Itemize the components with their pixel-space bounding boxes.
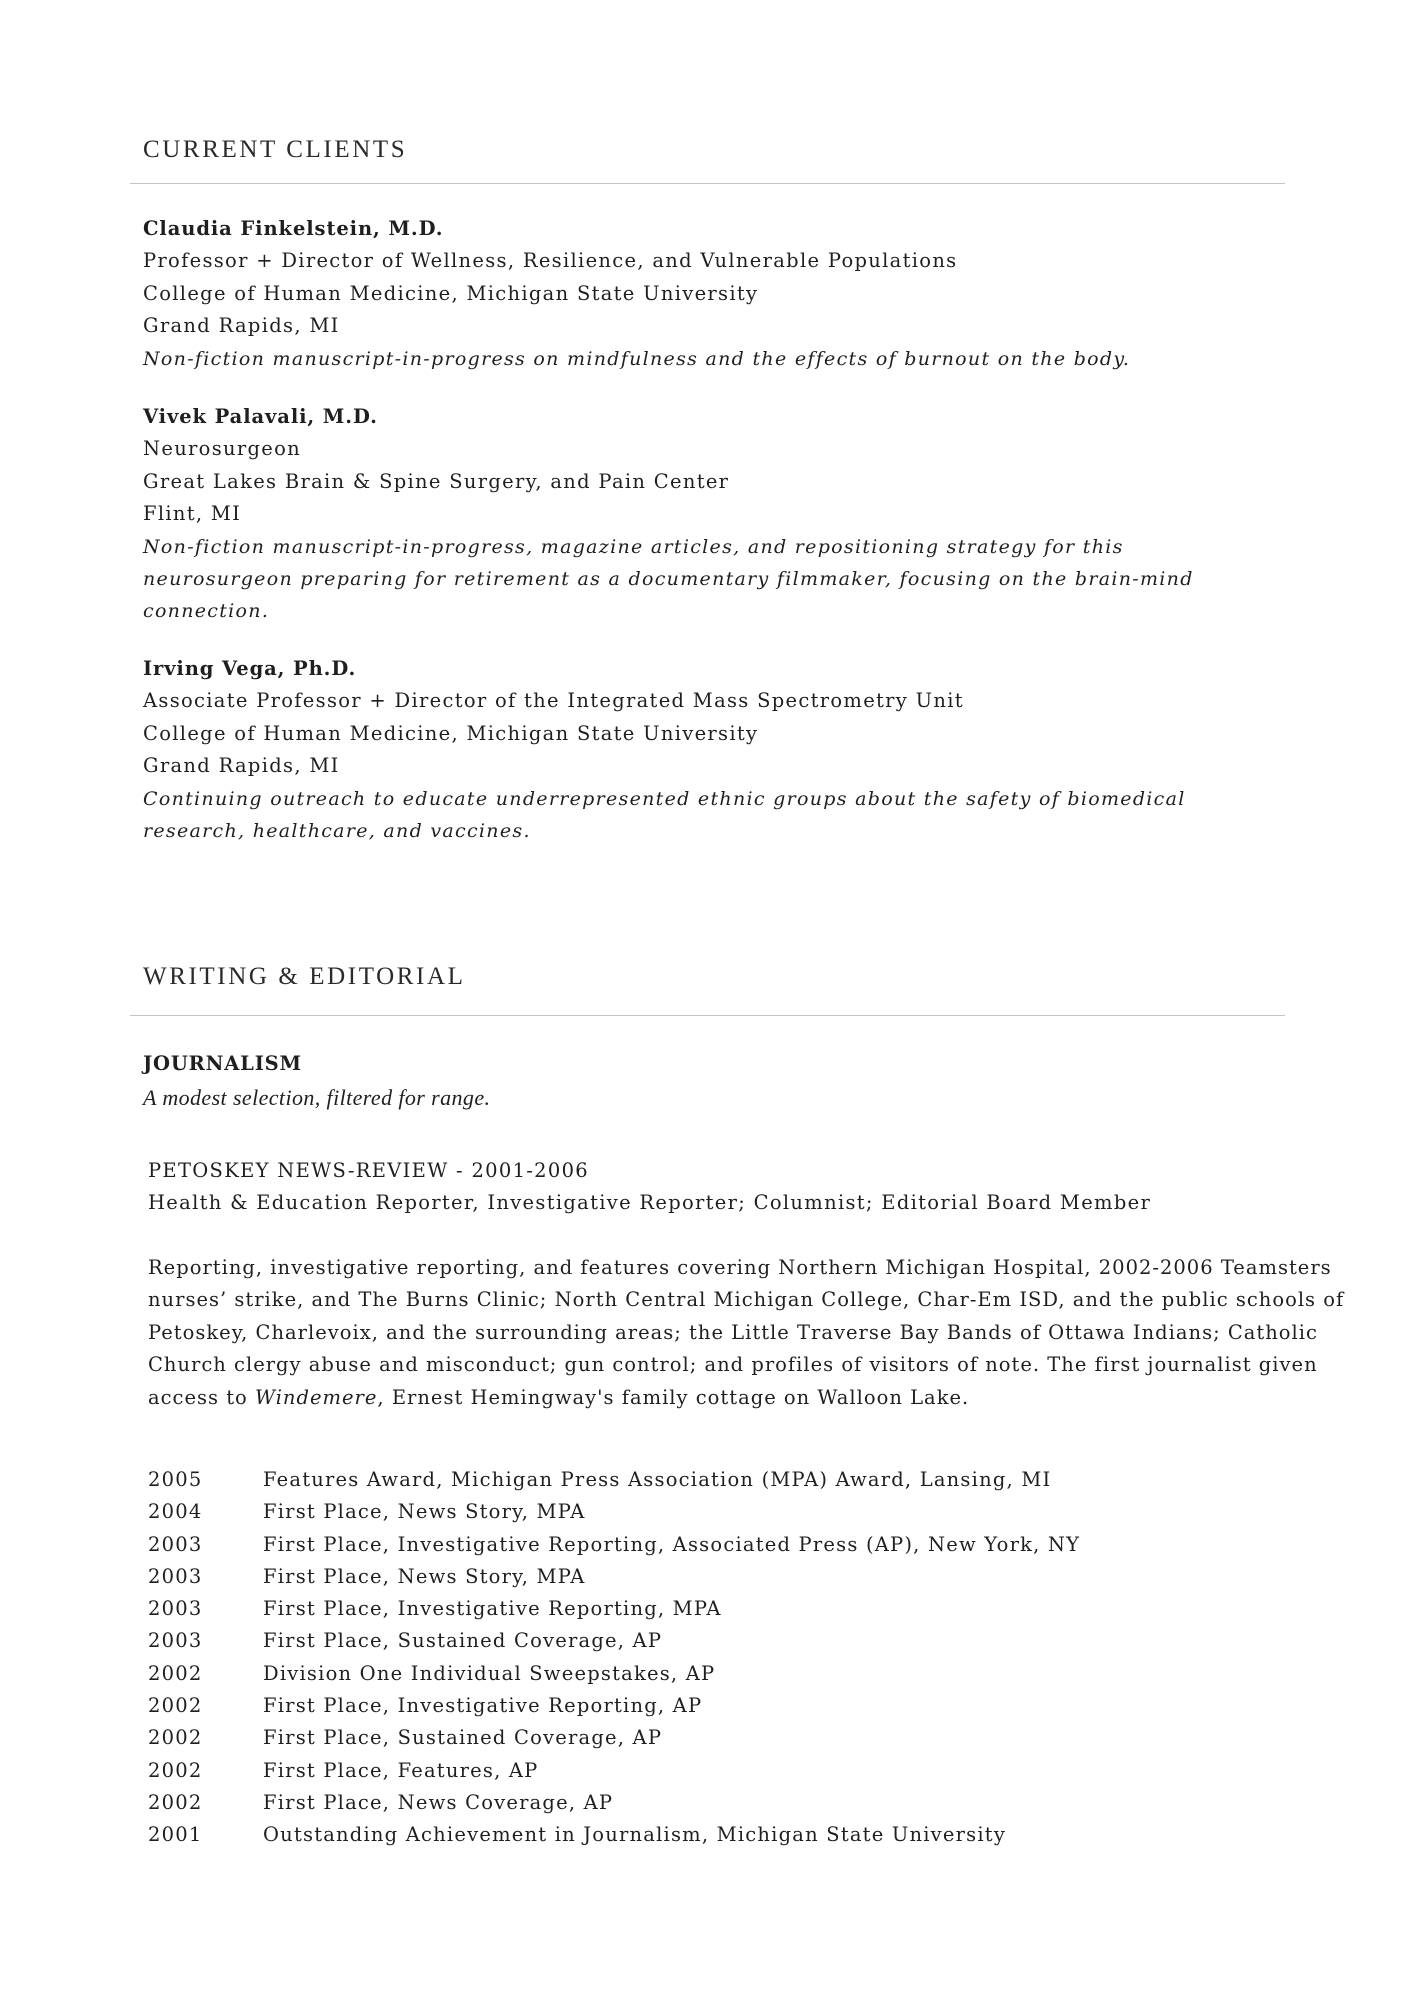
client-title: Neurosurgeon	[143, 437, 302, 461]
description-text-end: , Ernest Hemingway's family cottage on Walloon Lake.	[377, 1385, 970, 1409]
award-row	[148, 1755, 1248, 1787]
award-row	[148, 1529, 1248, 1561]
client-location: Grand Rapids, MI	[143, 754, 340, 778]
award-row	[148, 1722, 1248, 1754]
client-title: Professor + Director of Wellness, Resilience, and Vulnerable Populations	[143, 249, 958, 273]
awards-list	[148, 1464, 1248, 1852]
journalism-heading: JOURNALISM	[143, 1052, 302, 1075]
award-year: 2002	[148, 1726, 203, 1750]
journalism-description	[148, 1252, 1348, 1414]
award-text: First Place, Features, AP	[263, 1758, 539, 1782]
award-row	[148, 1658, 1248, 1690]
award-year: 2003	[148, 1629, 203, 1653]
award-year: 2003	[148, 1564, 203, 1588]
award-text: First Place, Investigative Reporting, AP	[263, 1694, 703, 1718]
award-year: 2002	[148, 1694, 203, 1718]
award-year: 2004	[148, 1500, 203, 1524]
award-year: 2005	[148, 1468, 203, 1491]
client-name: Irving Vega, Ph.D.	[143, 657, 357, 680]
award-text: First Place, Sustained Coverage, AP	[263, 1726, 663, 1750]
award-row	[148, 1496, 1248, 1528]
client-name: Claudia Finkelstein, M.D.	[143, 217, 444, 240]
client-organization: College of Human Medicine, Michigan State University	[143, 281, 759, 305]
award-year: 2002	[148, 1790, 203, 1814]
client-note: Non-fiction manuscript-in-progress, magazine articles, and repositioning strategy for this neurosurgeon preparing for retirement as a documentary filmmaker, focusing on the brain-mind connection.	[143, 535, 1194, 623]
award-text: First Place, News Coverage, AP	[263, 1790, 614, 1814]
award-row	[148, 1787, 1248, 1819]
award-year: 2002	[148, 1661, 203, 1685]
award-row	[148, 1464, 1248, 1496]
current-clients-heading: CURRENT CLIENTS	[143, 136, 408, 163]
award-text: Outstanding Achievement in Journalism, Michigan State University	[263, 1823, 1007, 1847]
client-title: Associate Professor + Director of the Integrated Mass Spectrometry Unit	[143, 689, 964, 713]
client-organization: Great Lakes Brain & Spine Surgery, and Pain Center	[143, 469, 730, 493]
award-text: First Place, Investigative Reporting, Associated Press (AP), New York, NY	[263, 1532, 1081, 1556]
writing-editorial-heading: WRITING & EDITORIAL	[143, 963, 466, 990]
award-row	[148, 1561, 1248, 1593]
employer-roles: Health & Education Reporter, Investigative Reporter; Columnist; Editorial Board Member	[148, 1191, 1152, 1215]
client-location: Flint, MI	[143, 502, 242, 526]
description-text: Reporting, investigative reporting, and features covering Northern Michigan Hospital, 2002-2006 Teamsters nurses’ strike, and The Burns Clinic; North Central Michigan College, Char-Em ISD, and the public schools of Petoskey, Charlevoix, and the surrounding areas; the Little Traverse Bay Bands of Ottawa Indians; Catholic Church clergy abuse and misconduct; gun control; and profiles of visitors of note. The first journalist given access to	[148, 1256, 1345, 1409]
award-row	[148, 1593, 1248, 1625]
section-divider	[130, 183, 1285, 184]
section-divider	[130, 1015, 1285, 1016]
award-row	[148, 1625, 1248, 1657]
employer-block	[148, 1155, 1151, 1220]
client-note: Continuing outreach to educate underrepresented ethnic groups about the safety of biomedical research, healthcare, and vaccines.	[143, 787, 1186, 843]
client-name: Vivek Palavali, M.D.	[143, 405, 378, 428]
journalism-tagline: A modest selection, filtered for range.	[143, 1085, 491, 1110]
client-note: Non-fiction manuscript-in-progress on mindfulness and the effects of burnout on the body.	[143, 347, 1131, 370]
client-location: Grand Rapids, MI	[143, 314, 340, 338]
client-entry	[143, 213, 1263, 375]
client-entry	[143, 401, 1263, 628]
award-text: First Place, News Story, MPA	[263, 1564, 586, 1588]
award-text: First Place, Sustained Coverage, AP	[263, 1629, 663, 1653]
description-emphasis: Windemere	[255, 1385, 378, 1409]
award-year: 2003	[148, 1597, 203, 1621]
award-row	[148, 1819, 1248, 1851]
award-row	[148, 1690, 1248, 1722]
award-text: Division One Individual Sweepstakes, AP	[263, 1661, 716, 1685]
award-text: Features Award, Michigan Press Association (MPA) Award, Lansing, MI	[263, 1468, 1052, 1491]
client-entry	[143, 653, 1263, 847]
client-organization: College of Human Medicine, Michigan State University	[143, 721, 759, 745]
award-text: First Place, Investigative Reporting, MPA	[263, 1597, 722, 1621]
award-year: 2003	[148, 1532, 203, 1556]
award-year: 2001	[148, 1823, 203, 1847]
award-year: 2002	[148, 1758, 203, 1782]
award-text: First Place, News Story, MPA	[263, 1500, 586, 1524]
employer-name: PETOSKEY NEWS-REVIEW - 2001-2006	[148, 1159, 589, 1182]
